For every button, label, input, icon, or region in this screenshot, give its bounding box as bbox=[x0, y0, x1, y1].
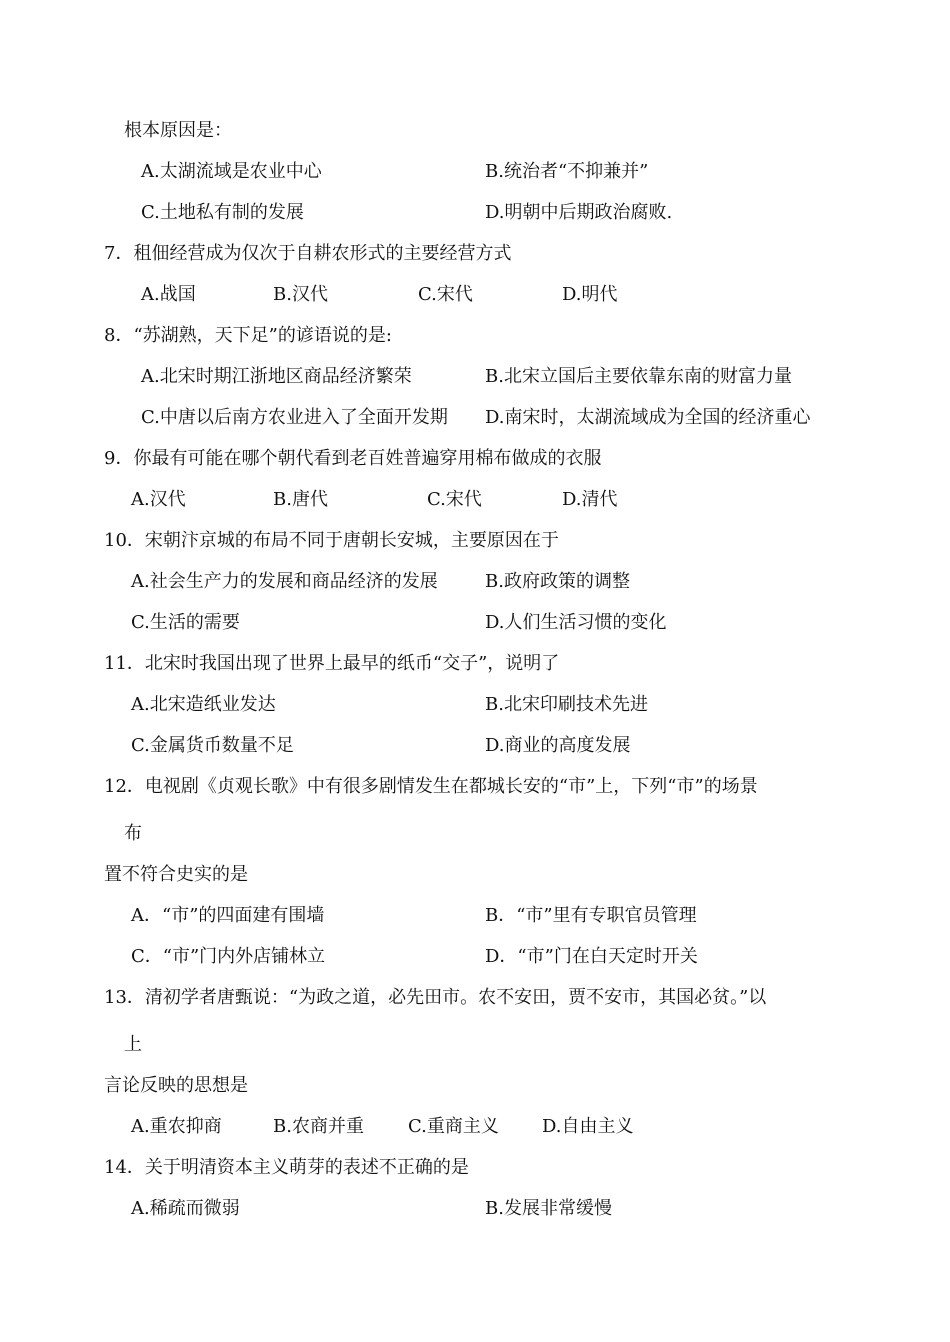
question-11-option-b: B.北宋印刷技术先进 bbox=[485, 694, 648, 715]
question-12-option-d: D．“市”门在白天定时开关 bbox=[485, 946, 698, 967]
question-10-stem: 10．宋朝汴京城的布局不同于唐朝长安城，主要原因在于 bbox=[104, 530, 559, 551]
question-8-option-c: C.中唐以后南方农业进入了全面开发期 bbox=[141, 407, 448, 428]
question-12-stem-line-2: 布 bbox=[124, 823, 142, 844]
question-7-option-a: A.战国 bbox=[141, 284, 196, 305]
question-7-option-d: D.明代 bbox=[562, 284, 618, 305]
question-7-stem: 7．租佃经营成为仅次于自耕农形式的主要经营方式 bbox=[104, 243, 512, 264]
question-11-option-a: A.北宋造纸业发达 bbox=[131, 694, 276, 715]
question-13-option-b: B.农商并重 bbox=[273, 1116, 364, 1137]
question-11-option-d: D.商业的高度发展 bbox=[485, 735, 631, 756]
question-7-option-b: B.汉代 bbox=[273, 284, 328, 305]
question-7-option-c: C.宋代 bbox=[418, 284, 473, 305]
question-13-option-c: C.重商主义 bbox=[408, 1116, 499, 1137]
question-12-option-b: B．“市”里有专职官员管理 bbox=[485, 905, 697, 926]
question-8-option-d: D.南宋时，太湖流域成为全国的经济重心 bbox=[485, 407, 811, 428]
question-12-option-a: A．“市”的四面建有围墙 bbox=[131, 905, 325, 926]
question-13-stem-line-2: 上 bbox=[124, 1034, 142, 1055]
question-11-stem: 11．北宋时我国出现了世界上最早的纸币“交子”，说明了 bbox=[104, 653, 560, 674]
question-14-stem: 14．关于明清资本主义萌芽的表述不正确的是 bbox=[104, 1157, 469, 1178]
question-11-option-c: C.金属货币数量不足 bbox=[131, 735, 294, 756]
question-10-option-a: A.社会生产力的发展和商品经济的发展 bbox=[131, 571, 438, 592]
question-12-option-c: C．“市”门内外店铺林立 bbox=[131, 946, 326, 967]
question-8-option-b: B.北宋立国后主要依靠东南的财富力量 bbox=[485, 366, 792, 387]
question-13-stem-line-3: 言论反映的思想是 bbox=[104, 1075, 248, 1096]
question-12-stem-line-3: 置不符合史实的是 bbox=[104, 864, 248, 885]
question-9-option-d: D.清代 bbox=[562, 489, 618, 510]
question-9-option-b: B.唐代 bbox=[273, 489, 328, 510]
question-10-option-b: B.政府政策的调整 bbox=[485, 571, 630, 592]
question-14-option-b: B.发展非常缓慢 bbox=[485, 1198, 612, 1219]
question-8-option-a: A.北宋时期江浙地区商品经济繁荣 bbox=[141, 366, 412, 387]
question-6-option-c: C.土地私有制的发展 bbox=[141, 202, 304, 223]
question-13-option-a: A.重农抑商 bbox=[131, 1116, 222, 1137]
question-9-option-c: C.宋代 bbox=[427, 489, 482, 510]
question-13-option-d: D.自由主义 bbox=[542, 1116, 634, 1137]
question-6-option-b: B.统治者“不抑兼并” bbox=[485, 161, 649, 182]
question-8-stem: 8．“苏湖熟，天下足”的谚语说的是: bbox=[104, 325, 392, 346]
question-6-option-a: A.太湖流域是农业中心 bbox=[141, 161, 322, 182]
question-9-stem: 9．你最有可能在哪个朝代看到老百姓普遍穿用棉布做成的衣服 bbox=[104, 448, 602, 469]
question-6-option-d: D.明朝中后期政治腐败. bbox=[485, 202, 673, 223]
question-6-stem-continuation: 根本原因是： bbox=[124, 120, 232, 141]
question-14-option-a: A.稀疏而微弱 bbox=[131, 1198, 240, 1219]
question-10-option-d: D.人们生活习惯的变化 bbox=[485, 612, 667, 633]
question-13-stem-line-1: 13．清初学者唐甄说：“为政之道，必先田市。农不安田，贾不安市，其国必贫。”以 bbox=[104, 987, 767, 1008]
question-12-stem-line-1: 12．电视剧《贞观长歌》中有很多剧情发生在都城长安的“市”上，下列“市”的场景 bbox=[104, 776, 758, 797]
question-9-option-a: A.汉代 bbox=[131, 489, 186, 510]
question-10-option-c: C.生活的需要 bbox=[131, 612, 240, 633]
